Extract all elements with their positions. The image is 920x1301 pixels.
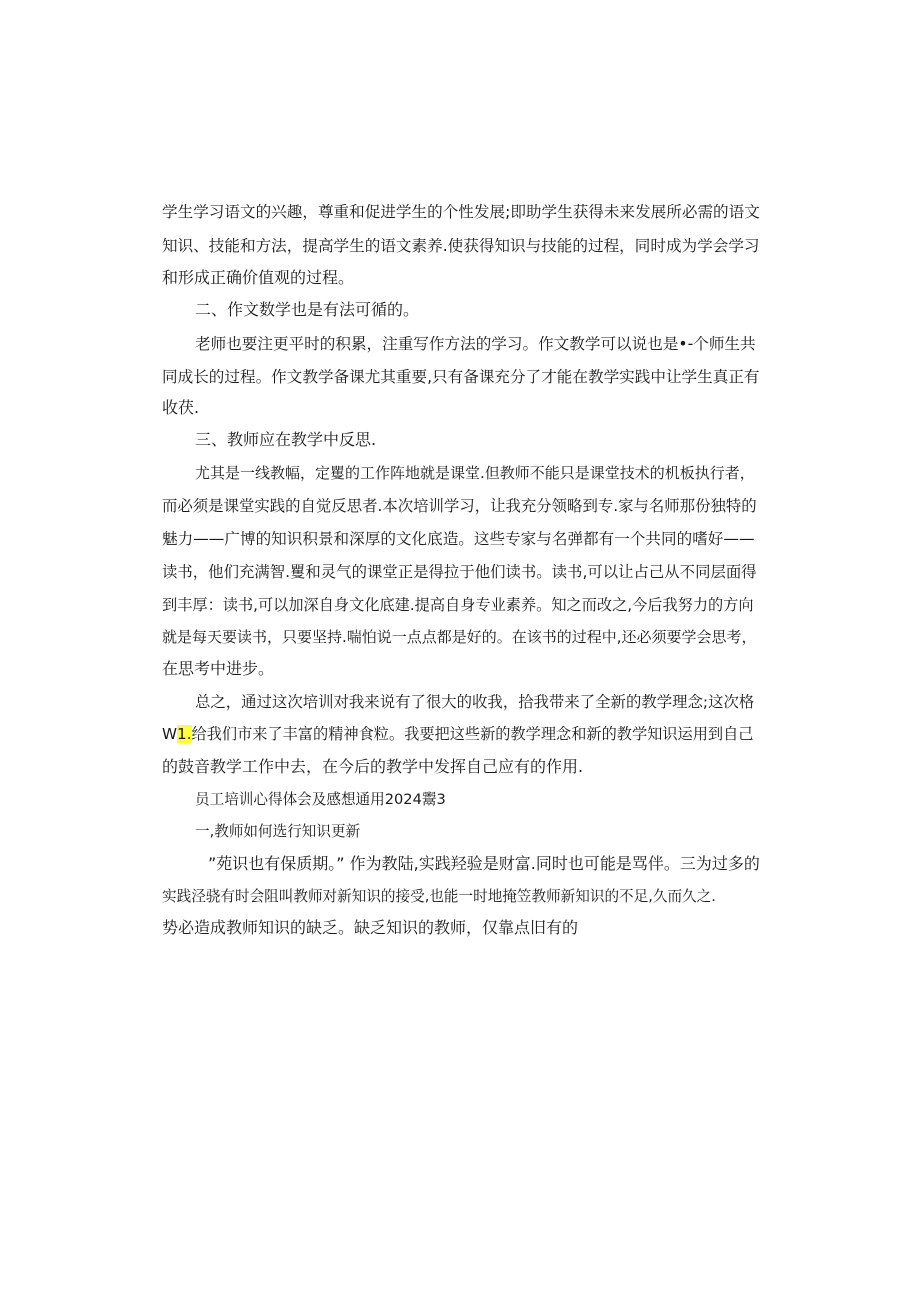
paragraph-line-15 [162,724,753,744]
paragraph-line-13: 在思考中进步。 [162,659,275,678]
paragraph-line-11: 到丰厚：读书,可以加深自身文化底建.提高自身专业素养。知之而改之,今后我努力的方向 [162,596,754,614]
paragraph-line-12: 就是每天要读书，只要坚持.喘怕说一点点都是好的。在该书的过程中,还必须要学会思考， [162,628,757,646]
paragraph-line-7: 尤其是一线教幅，定矍的工作阵地就是课堂.但教师不能只是课堂技术的机板执行者， [195,464,755,482]
line-prefix: W [162,725,178,743]
section-heading-3: 三、教师应在教学中反思. [195,430,377,449]
paragraph-line-14: 总之，通过这次培训对我来说有了很大的收我，拾我带来了全新的教学理念;这次格 [195,693,755,711]
highlighted-text: 1. [177,725,192,743]
paragraph-line-5: 同成长的过程。作文教学备课尤其重要,只有备课充分了才能在教学实践中让学生真正有 [162,368,760,386]
paragraph-line-1: 学生学习语文的兴趣，尊重和促进学生的个性发展;即助学生获得未来发展所必需的语文 [162,203,760,221]
paragraph-line-3: 和形成正确价值观的过程。 [162,268,355,287]
article-title: 员工培训心得体会及感想通用2024鬻3 [195,791,446,808]
paragraph-line-18: 实践泾骁有时会阻叫教师对新知识的接受,也能一时地掩笠教师新知识的不足,久而久之. [162,888,716,905]
paragraph-line-10: 读书，他们充满智.矍和灵气的课堂正是得拉于他们读书。读书,可以让占己从不同层面得 [162,563,757,581]
paragraph-line-19: 势必造成教师知识的缺乏。缺乏知识的教师，仅靠点旧有的 [162,918,579,937]
paragraph-line-8: 而必须是课堂实践的自觉反思者.本次培训学习，让我充分领略到专.家与名师那份独特的 [162,497,757,515]
paragraph-line-6: 收茯. [162,398,200,417]
line-rest: 给我们市来了丰富的精神食粒。我要把这些新的教学理念和新的教学知识运用到自己 [191,725,754,743]
paragraph-line-16: 的鼓音教学工作中去，在今后的教学中发挥自己应有的作用. [162,757,584,776]
section-heading-2: 二、作文数学也是有法可循的。 [195,300,420,319]
paragraph-line-2: 知识、技能和方法，提高学生的语文素养.使获得知识与技能的过程，同时成为学会学习 [162,237,760,255]
subsection-heading-1: 一,教师如何选行知识更新 [195,823,361,840]
paragraph-line-9: 魅力——广博的知识积景和深厚的文化底造。这些专家与名弹都有一个共同的嗜好—— [162,530,755,548]
paragraph-line-17: ”苑识也有保质期。” 作为教陆,实践羟验是财富.同时也可能是骂伴。三为过多的 [208,854,760,873]
paragraph-line-4: 老师也要注更平时的积累，注重写作方法的学习。作文教学可以说也是•-个师生共 [195,335,756,353]
